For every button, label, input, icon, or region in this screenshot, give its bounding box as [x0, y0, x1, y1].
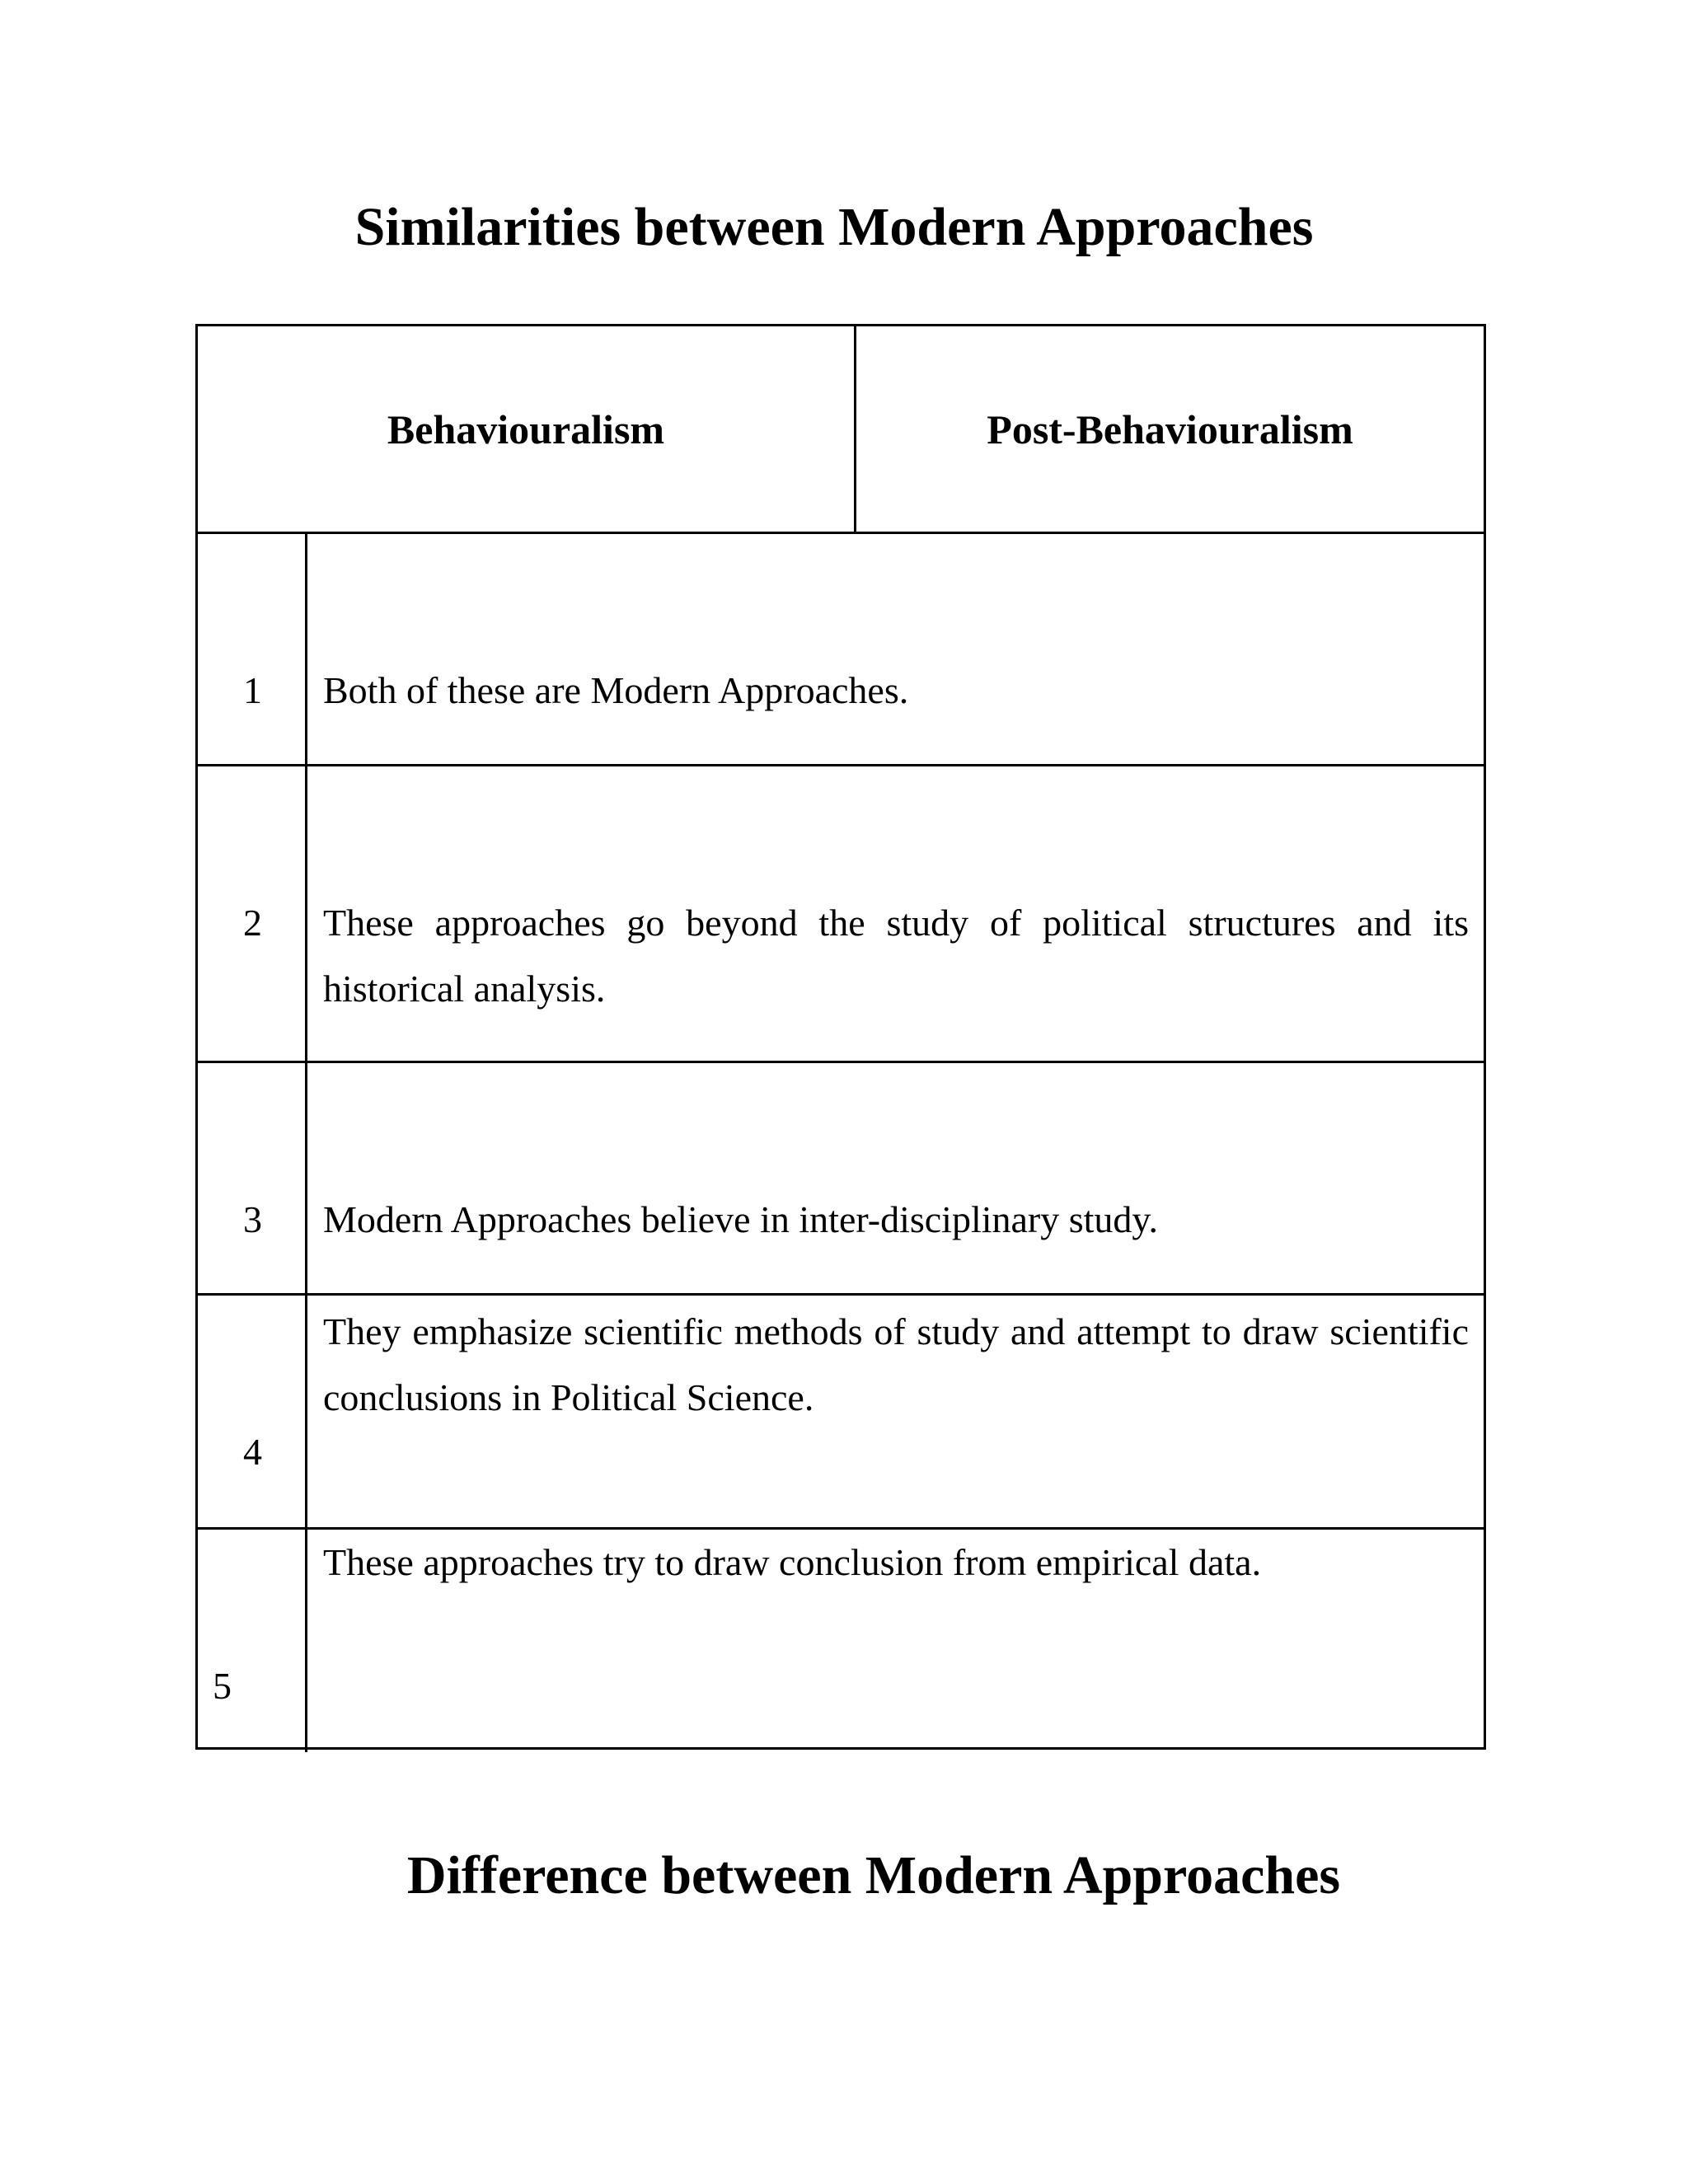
row-text: These approaches go beyond the study of political structures and its historical analysis. [323, 902, 1469, 1010]
similarities-heading: Similarities between Modern Approaches [354, 197, 1314, 257]
row-text: They emphasize scientific methods of study and attempt to draw scientific conclusions in Political Science. [323, 1310, 1469, 1418]
table-row [198, 532, 1484, 764]
row-number-cell [198, 766, 307, 1061]
row-text: Both of these are Modern Approaches. [323, 669, 909, 711]
table-row [198, 1293, 1484, 1527]
row-number: 5 [213, 1665, 232, 1707]
table-row [198, 764, 1484, 1061]
column-header-behaviouralism [198, 326, 856, 532]
row-number-cell [198, 1063, 307, 1293]
row-number: 3 [243, 1198, 262, 1240]
column-header-label: Post-Behaviouralism [987, 405, 1353, 452]
difference-heading: Difference between Modern Approaches [406, 1845, 1341, 1905]
similarities-table [195, 324, 1486, 1750]
column-header-post-behaviouralism [856, 326, 1484, 532]
row-number: 4 [243, 1431, 262, 1473]
row-number: 1 [243, 669, 262, 711]
row-number-cell [198, 1296, 307, 1527]
row-number: 2 [243, 902, 262, 944]
row-number-cell [198, 1530, 307, 1752]
column-header-label: Behaviouralism [387, 405, 665, 452]
table-row [198, 1061, 1484, 1293]
row-text: These approaches try to draw conclusion from empirical data. [323, 1541, 1262, 1583]
row-number-cell [198, 534, 307, 764]
table-row [198, 1527, 1484, 1752]
row-text: Modern Approaches believe in inter-disciplinary study. [323, 1198, 1158, 1240]
